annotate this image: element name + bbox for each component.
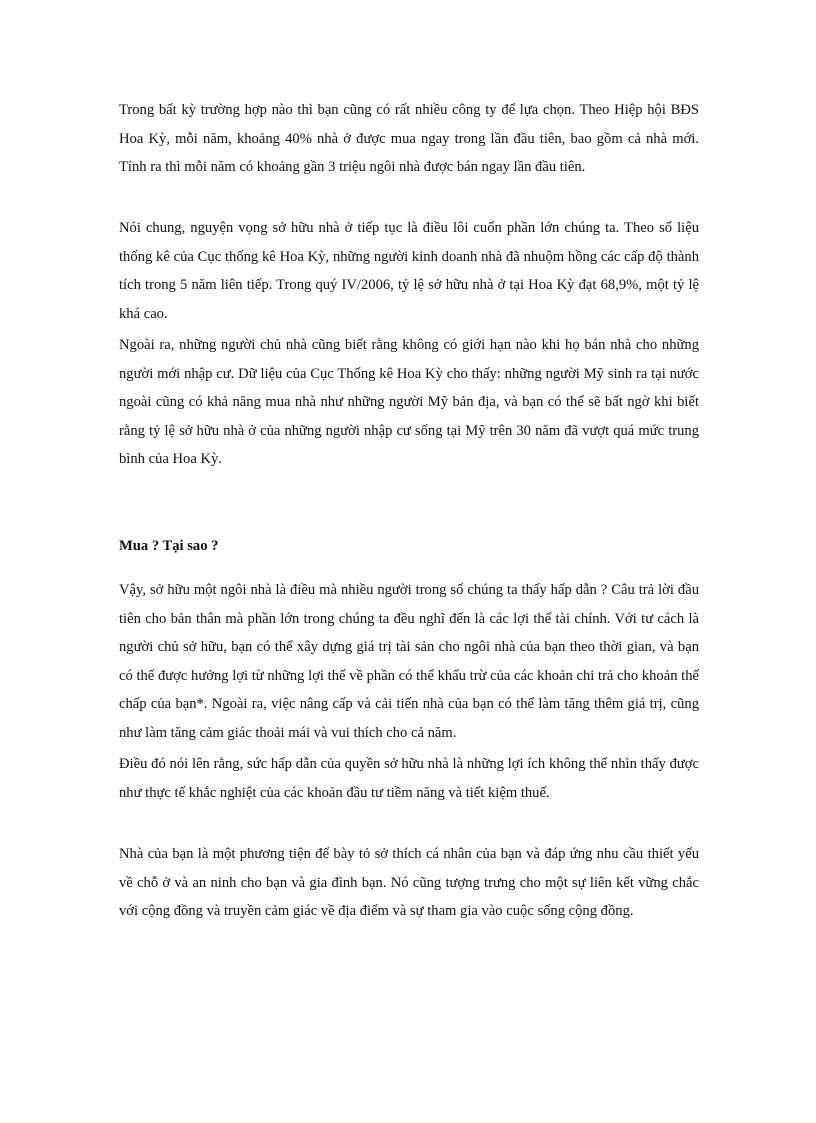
paragraph: Điều đó nói lên rằng, sức hấp dẫn của quyền sở hữu nhà là những lợi ích không thể nhìn thấy được như thực tế khắc nghiệt của các khoản đầu tư tiềm năng và tiết kiệm thuế. [119, 756, 699, 801]
paragraph: Nhà của bạn là một phương tiện để bày tỏ sở thích cá nhân của bạn và đáp ứng nhu cầu thiết yếu về chỗ ở và an ninh cho bạn và gia đình bạn. Nó cũng tượng trưng cho một sự liên kết vững chắc với cộng đồng và truyền cảm giác về địa điểm và sự tham gia vào cuộc sống cộng đồng. [119, 846, 699, 919]
paragraph: Ngoài ra, những người chủ nhà cũng biết rằng không có giới hạn nào khi họ bán nhà cho những người mới nhập cư. Dữ liệu của Cục Thống kê Hoa Kỳ cho thấy: những người Mỹ sinh ra tại nước ngoài cũng có khả năng mua nhà như những người Mỹ bản địa, và bạn có thể sẽ bất ngờ khi biết rằng tỷ lệ sở hữu nhà ở của những người nhập cư sống tại Mỹ trên 30 năm đã vượt quá mức trung bình của Hoa Kỳ. [119, 337, 699, 467]
paragraph: Trong bất kỳ trường hợp nào thì bạn cũng có rất nhiều công ty để lựa chọn. Theo Hiệp hội BĐS Hoa Kỳ, mỗi năm, khoảng 40% nhà ở được mua ngay trong lần đầu tiên, bao gồm cả nhà mới. Tính ra thì mỗi năm có khoảng gần 3 triệu ngôi nhà được bán ngay lần đầu tiên. [119, 102, 699, 175]
paragraph: Nói chung, nguyện vọng sở hữu nhà ở tiếp tục là điều lôi cuốn phần lớn chúng ta. Theo số liệu thống kê của Cục thống kê Hoa Kỳ, những người kinh doanh nhà đã nhuộm hồng các cấp độ thành tích trong 5 năm liên tiếp. Trong quý IV/2006, tỷ lệ sở hữu nhà ở tại Hoa Kỳ đạt 68,9%, một tỷ lệ khá cao. [119, 220, 699, 322]
paragraph: Vậy, sở hữu một ngôi nhà là điều mà nhiều người trong số chúng ta thấy hấp dẫn ? Câu trả lời đầu tiên cho bản thân mà phần lớn trong chúng ta đều nghĩ đến là các lợi thế tài chính. Với tư cách là người chủ sở hữu, bạn có thể xây dựng giá trị tài sản cho ngôi nhà của bạn theo thời gian, và bạn có thể được hưởng lợi từ những lợi thế về phần có thể khấu trừ của các khoản chi trả cho khoản thế chấp của bạn*. Ngoài ra, việc nâng cấp và cải tiến nhà của bạn có thể làm tăng thêm giá trị, cũng như làm tăng cảm giác thoải mái và vui thích cho cả năm. [119, 582, 699, 741]
section-heading: Mua ? Tại sao ? [119, 538, 219, 554]
